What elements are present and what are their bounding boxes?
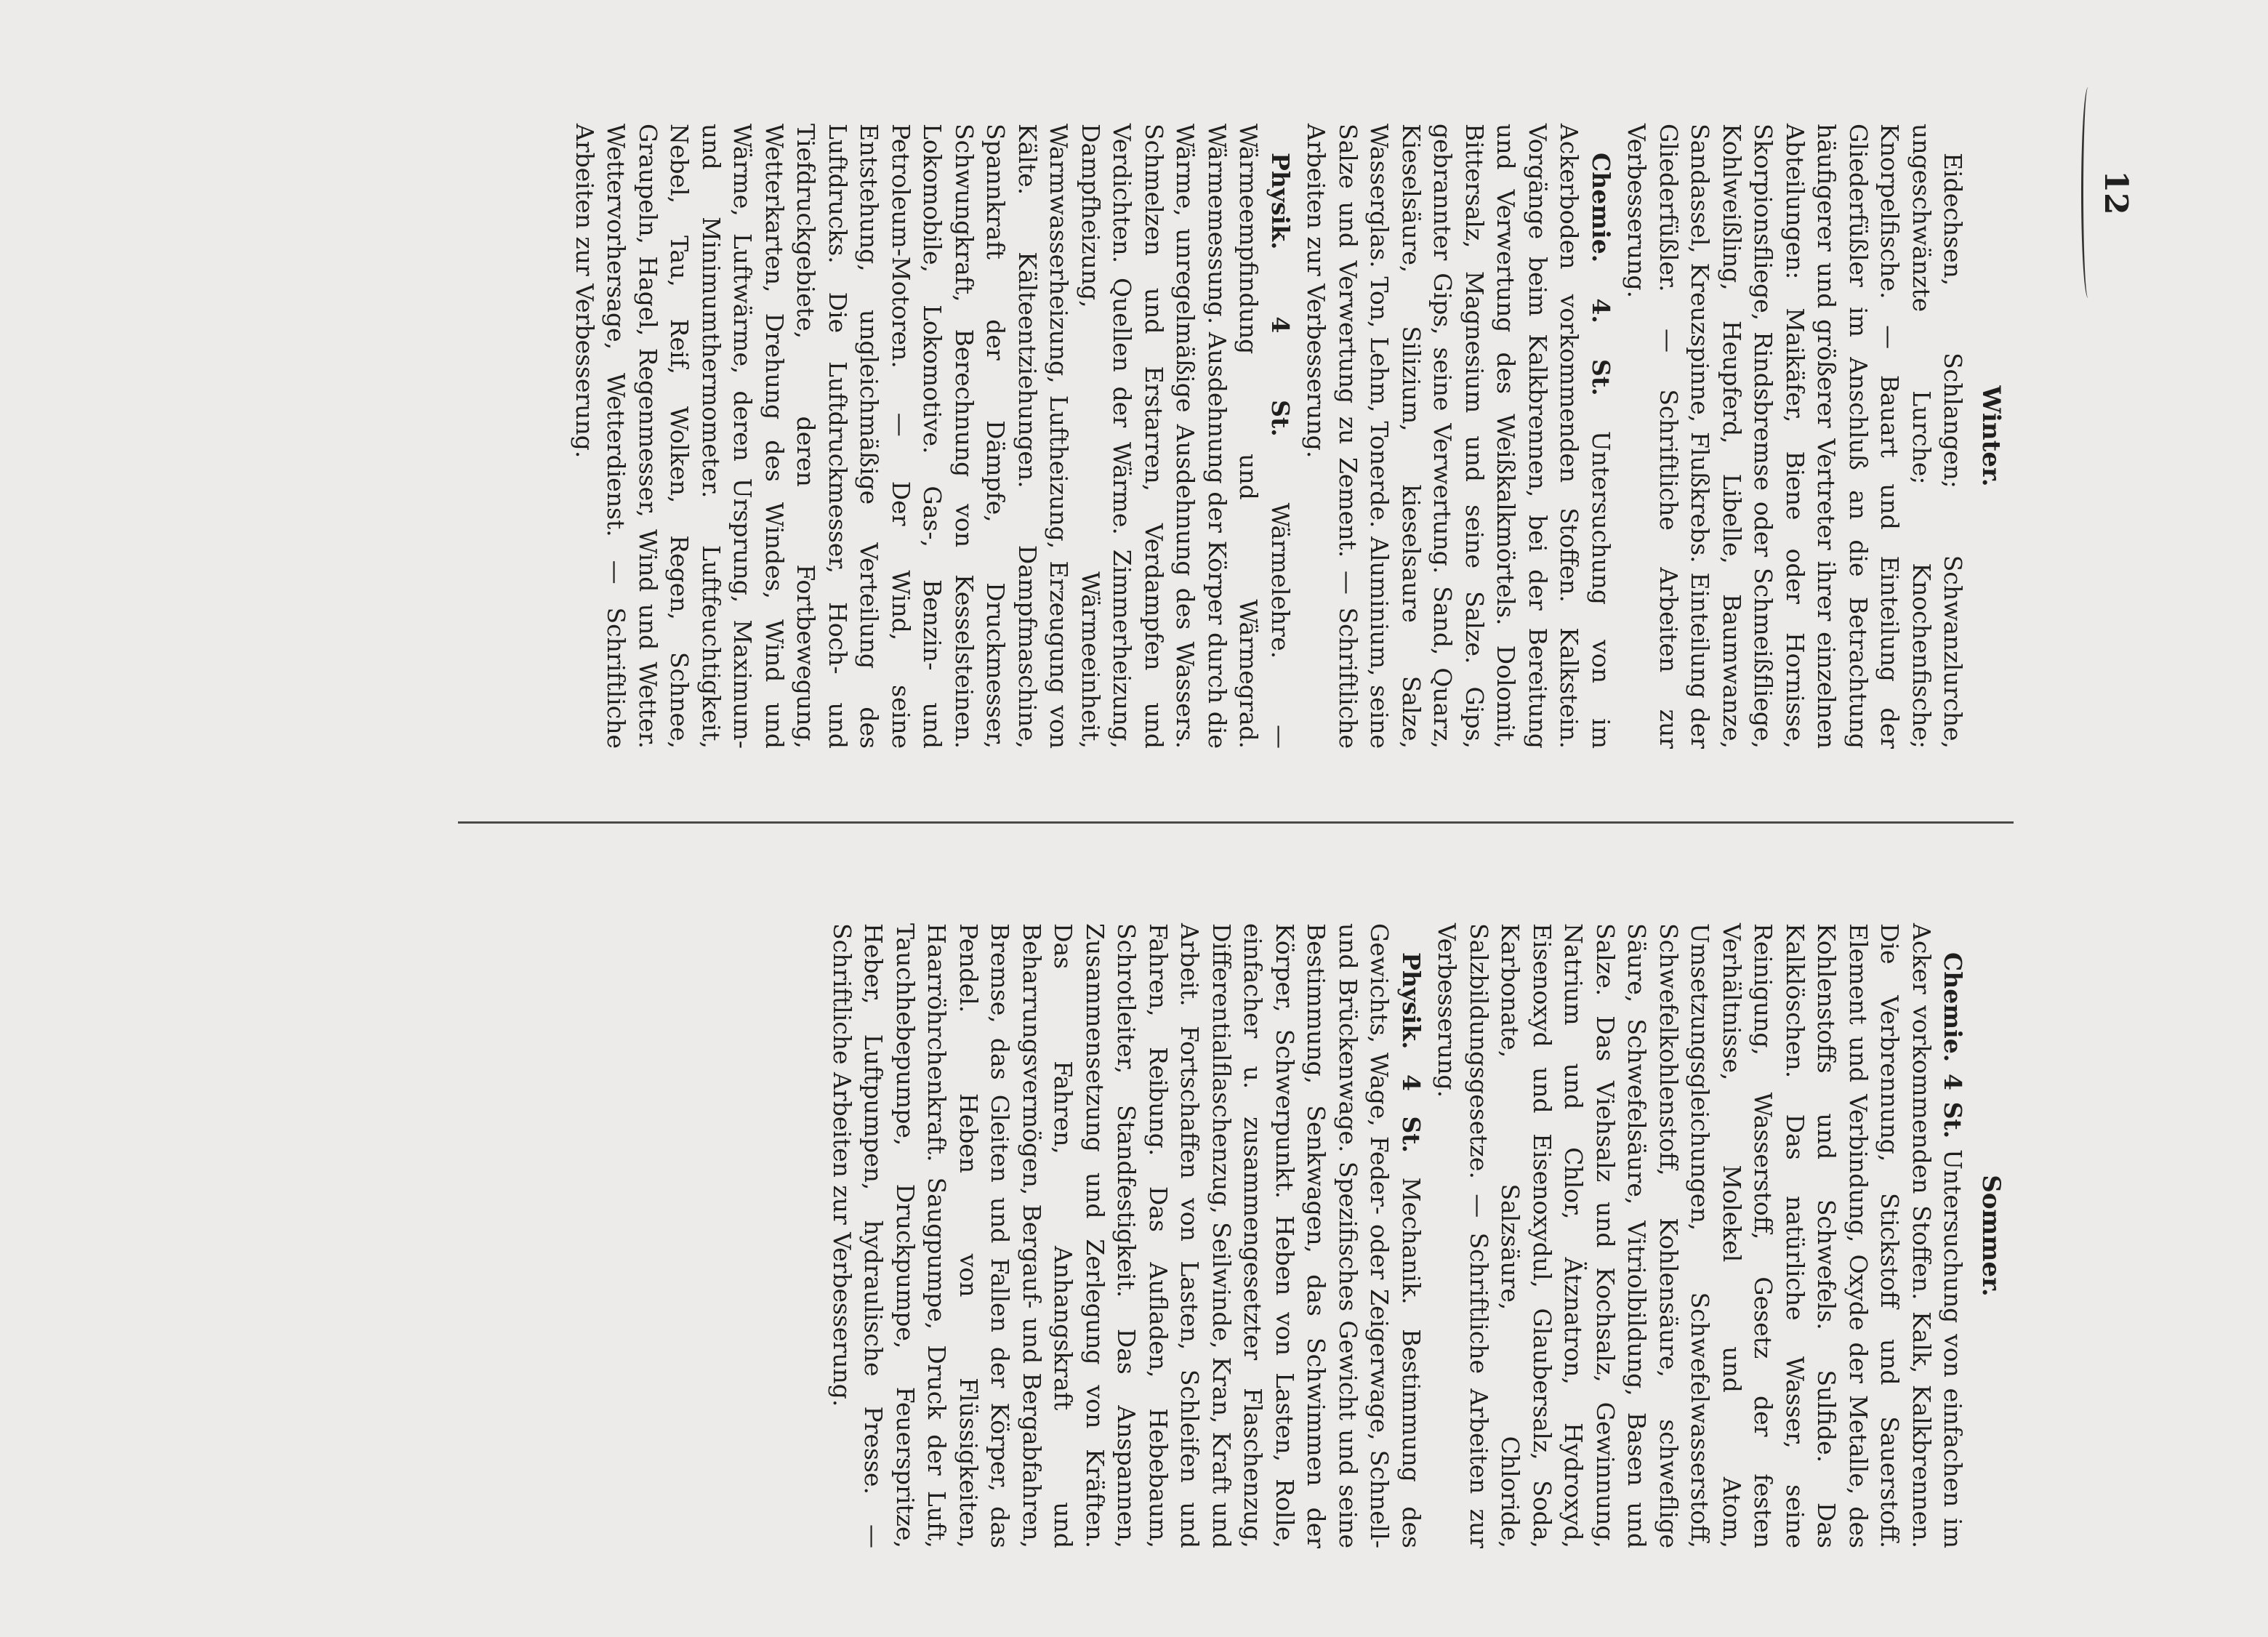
winter-physik-text: Wärmelehre. — Wärmeempfindung und Wärmegrad. Wärmemessung. Ausdehnung der Körper durch die Wärme, unregelmäßige Ausdehnung des Wassers. Schmelzen und Erstarren, Verdampfen und Verdichten. Quellen der Wärme. Zimmerheizung, Dampfheizung, Wärmeeinheit, Warmwasserheizung, Luftheizung, Erzeugung von Kälte. Kälteentziehungen. Dampfmaschine, Spannkraft der Dämpfe, Druckmesser, Schwungkraft, Berechnung von Kesselsteinen. Lokomobile, Lokomotive. Gas-, Benzin- und Petroleum-Motoren. — Der Wind, seine Entstehung, ungleichmäßige Verteilung des Luftdrucks. Die Luftdruckmesser, Hoch- und Tiefdruckgebiete, deren Fortbewegung, Wetterkarten, Drehung des Windes, Wind und Wärme, Luftwärme, deren Ursprung, Maximum- und Minimumthermometer. Luftfeuchtigkeit, Nebel, Tau, Reif, Wolken, Regen, Schnee, Graupeln, Hagel, Regenmesser, Wind und Wetter. Wettervorhersage, Wetterdienst. — Schriftliche Arbeiten zur Verbesserung. [571, 124, 1295, 749]
sommer-heading: Sommer. [1977, 1175, 2006, 1297]
winter-chemie-text: Untersuchung von im Ackerboden vorkommenden Stoffen. Kalkstein. Vorgänge beim Kalkbrennen, bei der Bereitung und Verwertung des Weißkalkmörtels. Dolomit, Bittersalz, Magnesium und seine Salze. Gips, gebrannter Gips, seine Verwertung. Sand, Quarz, Kieselsäure, Silizium, kieselsaure Salze, Wasserglas. Ton, Lehm, Tonerde. Aluminium, seine Salze und Verwertung zu Zement. — Schriftliche Arbeiten zur Verbesserung. [1302, 124, 1615, 749]
page-header [2072, 87, 2134, 1541]
sommer-chemie-paragraph [1431, 923, 1969, 1548]
page-number: 12 [2097, 170, 2134, 215]
sommer-physik-paragraph [827, 923, 1428, 1548]
sommer-chemie-lead: Chemie. 4 St. [1939, 952, 1968, 1139]
winter-chemie-paragraph [1300, 124, 1617, 749]
sommer-physik-text: Mechanik. Bestimmung des Gewichts, Wage, Feder- oder Zeigerwage, Schnell- und Brückenwage. Spezifisches Gewicht und seine Bestimmung, Senkwagen, das Schwimmen der Körper, Schwerpunkt. Heben von Lasten, Rolle, einfacher u. zusammengesetzter Flaschenzug, Differentialflaschenzug, Seilwinde, Kran, Kraft und Arbeit. Fortschaffen von Lasten, Schleifen und Fahren, Reibung. Das Aufladen, Hebebaum, Schrotleiter, Standfestigkeit. Das Anspannen, Zusammensetzung und Zerlegung von Kräften. Das Fahren, Anhangskraft und Beharrungsvermögen, Bergauf- und Bergabfahren, Bremse, das Gleiten und Fallen der Körper, das Pendel. Heben von Flüssigkeiten, Haarröhrchenkraft. Saugpumpe, Druck der Luft, Tauchhebepumpe, Druckpumpe, Feuerspritze, Heber, Luftpumpen, hydraulische Presse. — Schriftliche Arbeiten zur Verbesserung. [828, 923, 1425, 1548]
winter-physik-paragraph [569, 124, 1297, 749]
column-divider [458, 821, 2014, 824]
winter-intro-paragraph: Eidechsen, Schlangen; Schwanzlurche, ungeschwänzte Lurche; Knochenfische; Knorpelfische. — Bauart und Einteilung der Gliederfüßler im Anschluß an die Betrachtung häufigerer und größerer Vertreter ihrer einzelnen Abteilungen: Maikäfer, Biene oder Hornisse, Skorpionsfliege, Rindsbremse oder Schmeißfliege, Kohlweißling, Heupferd, Libelle, Baumwanze, Sandassel, Kreuzspinne, Flußkrebs. Einteilung der Gliederfüßler. — Schriftliche Arbeiten zur Verbesserung. [1622, 124, 1968, 749]
ornament-rule [2081, 87, 2095, 298]
sommer-column [822, 923, 2007, 1548]
winter-chemie-lead: Chemie. 4. St. [1587, 153, 1615, 396]
winter-heading: Winter. [1977, 385, 2006, 487]
winter-physik-lead: Physik. 4 St. [1266, 153, 1295, 437]
winter-column [565, 124, 2007, 749]
sommer-chemie-text: Untersuchung von einfachen im Acker vorkommenden Stoffen. Kalk, Kalkbrennen. Die Verbrennung, Stickstoff und Sauerstoff. Element und Verbindung, Oxyde der Metalle, des Kohlenstoffs und Schwefels. Sulfide. Das Kalklöschen. Das natürliche Wasser, seine Reinigung, Wasserstoff, Gesetz der festen Verhältnisse, Molekel und Atom, Umsetzungsgleichungen, Schwefelwasserstoff, Schwefelkohlenstoff, Kohlensäure, schweflige Säure, Schwefelsäure, Vitriolbildung, Basen und Salze. Das Viehsalz und Kochsalz, Gewinnung, Natrium und Chlor, Ätznatron, Hydroxyd, Eisenoxyd und Eisenoxydul, Glaubersalz, Soda, Karbonate, Salzsäure, Chloride, Salzbildungsgesetze. — Schriftliche Arbeiten zur Verbesserung. [1433, 923, 1968, 1548]
sommer-physik-lead: Physik. 4 St. [1397, 952, 1425, 1154]
